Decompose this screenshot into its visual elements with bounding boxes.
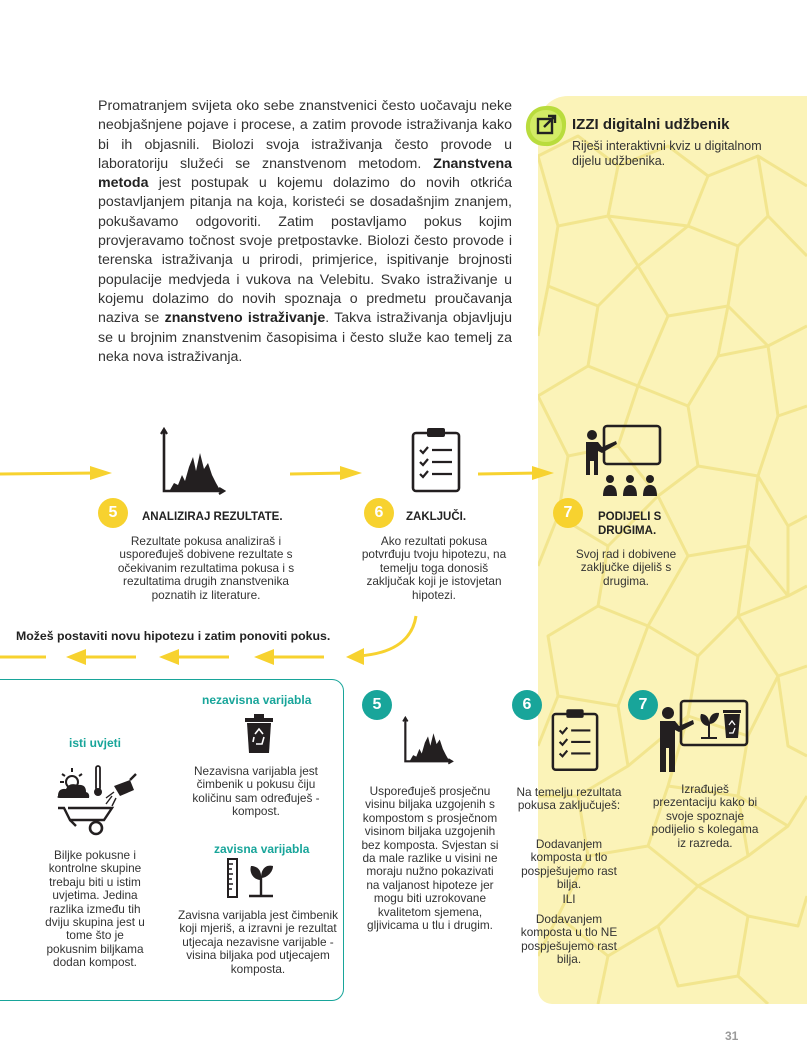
dependent-variable-label: zavisna varijabla [214,842,310,856]
step-7-badge: 7 [553,498,583,528]
ruler-plant-icon [227,858,279,898]
step-7-title: PODIJELI S DRUGIMA. [598,511,662,537]
step-6-badge: 6 [364,498,394,528]
independent-variable-text: Nezavisna varijabla jest čimbenik u pokusu čiju količinu sam određuješ - kompost. [192,764,320,819]
clipboard-checklist-icon [410,426,462,494]
compost-bin-icon [244,714,274,754]
step-5-badge: 5 [98,498,128,528]
example-step-7-text: Izrađuješ prezentaciju kako bi svoje spoznaje podijelio s kolegama iz razreda. [651,782,759,850]
term-scientific-research: znanstveno istraživanje [164,310,326,327]
intro-text-3: . Takva istraživanja objavljuju se u brojnim znanstvenim časopisima i često služe kao temelj za neka nova istraživanja. [98,310,512,365]
same-conditions-text: Biljke pokusne i kontrolne skupine trebaju biti u istim uvjetima. Jedina razlika između tih dviju skupina jest u tome što je pokusnim biljkama dodan kompost. [45,848,145,970]
back-arrow-1 [250,645,324,669]
step-5-title: ANALIZIRAJ REZULTATE. [142,511,283,523]
step-7-text: Svoj rad i dobivene zaključke dijeliš s drugima. [575,547,677,588]
repeat-hypothesis-note: Možeš postaviti novu hipotezu i zatim ponoviti pokus. [16,629,331,643]
example-step-6-intro: Na temelju rezultata pokusa zaključuješ: [516,785,622,813]
dependent-variable-text: Zavisna varijabla jest čimbenik koji mjeriš, a izravni je rezultat utjecaja nezavisne varijable - visina biljaka pod utjecajem komposta. [178,908,338,976]
example-step-6-badge: 6 [512,690,542,720]
example-step-5-text: Uspoređuješ prosječnu visinu biljaka uzgojenih s kompostom s prosječnom visinom biljaka uzgojenih bez komposta. Svjestan si da male razlike u visini ne moraju nužno pokazivati na valjanost hipoteze jer mogu biti uzrokovane kvalitetom sjemena, gljivicama u tlu i drugim. [361,784,499,933]
page-number: 31 [725,1029,739,1043]
flow-arrow-3 [478,462,558,486]
example-clipboard-checklist-icon [550,707,600,773]
back-arrow-2 [155,645,229,669]
presenter-recycling-icon [657,698,751,774]
intro-paragraph [98,97,512,367]
external-link-icon[interactable] [524,104,568,148]
example-step-7-badge: 7 [628,690,658,720]
example-step-6-option-a: Dodavanjem komposta u tlo pospješujemo rast bilja. [521,837,617,892]
back-arrow-4 [0,645,46,669]
izzi-description: Riješi interaktivni kviz u digitalnom dijelu udžbenika. [572,139,762,168]
step-5-text: Rezultate pokusa analiziraš i uspoređuješ dobivene rezultate s očekivanim rezultatima pokusa i s rezultatima drugih znanstvenika poznatih iz literature. [117,534,295,602]
graph-chart-icon [160,427,226,497]
example-graph-chart-icon [402,716,454,766]
presentation-audience-icon [582,423,664,499]
independent-variable-label: nezavisna varijabla [202,693,312,707]
weather-wheelbarrow-icon [54,762,140,836]
izzi-title[interactable]: IZZI digitalni udžbenik [572,116,730,133]
step-6-text: Ako rezultati pokusa potvrđuju tvoju hipotezu, na temelju toga donosiš zaključak koji je istovjetan hipotezi. [361,534,507,602]
curved-return-arrow [340,612,420,668]
example-step-6-option-b: Dodavanjem komposta u tlo NE pospješujemo rast bilja. [520,912,618,967]
example-step-5-badge: 5 [362,690,392,720]
intro-text-1: Promatranjem svijeta oko sebe znanstvenici često uočavaju neke neobjašnjene pojave i procese, a zatim provode istraživanja kako bi ih objasnili. Biolozi svoja istraživanja često provode u laboratoriju služeći se znanstvenom metodom. [98,98,512,172]
step-6-title: ZAKLJUČI. [406,511,467,523]
example-step-6-or: ILI [562,892,576,906]
intro-text-2: jest postupak u kojemu dolazimo do novih otkrića postavljanjem pitanja na koja, koristeći se dosadašnjim znanjem, pokušavamo odgovoriti. Zatim postavljamo pokus kojim provjeravamo točnost svoje pretpostavke. Biolozi često provode i terenska istraživanja u prirodi, primjerice, ispitivanje brojnosti populacije medvjeda i vukova na Velebitu. Svako istraživanje u kojemu dolazimo do novih spoznaja o predmetu proučavanja naziva se [98,175,512,327]
flow-arrow-1 [0,462,116,486]
back-arrow-3 [62,645,136,669]
flow-arrow-2 [290,462,364,486]
same-conditions-label: isti uvjeti [69,736,122,750]
term-scientific-method: Znanstvena metoda [98,155,512,192]
